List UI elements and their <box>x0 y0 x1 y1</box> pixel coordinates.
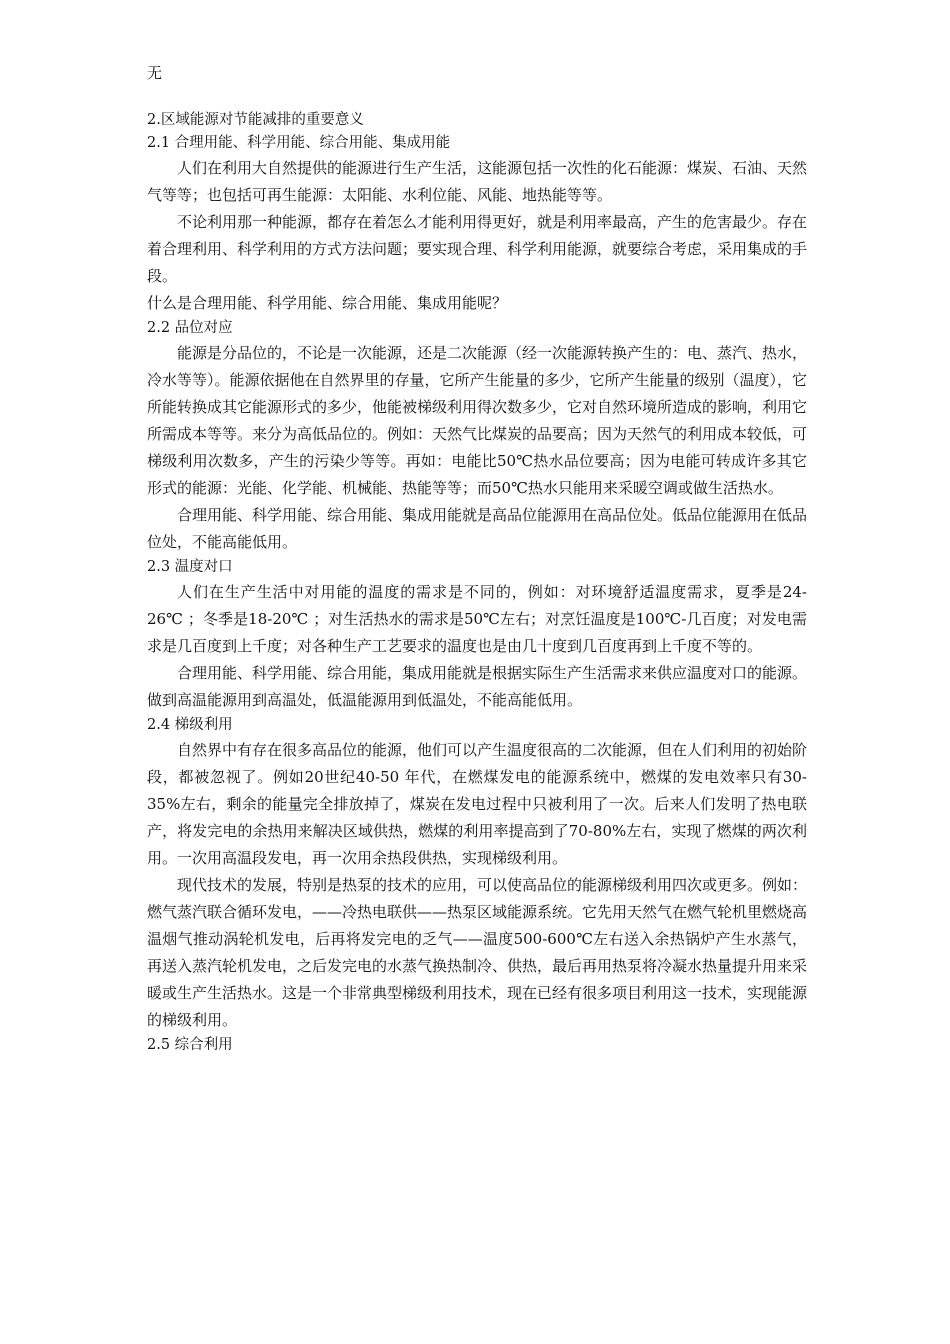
section-2-1-title: 2.1 合理用能、科学用能、综合用能、集成用能 <box>147 135 451 151</box>
section-2-3-title: 2.3 温度对口 <box>147 559 233 575</box>
section-2-1-paragraph-2: 不论利用那一种能源，都存在着怎么才能利用得更好，就是利用率最高，产生的危害最少。存在着合理利用、科学利用的方式方法问题；要实现合理、科学利用能源，就要综合考虑，采用集成的手段。 <box>147 213 808 285</box>
section-2-2-paragraph-2: 合理用能、科学用能、综合用能、集成用能就是高品位能源用在高品位处。低品位能源用在低品位处，不能高能低用。 <box>147 506 808 551</box>
section-2-4-paragraph-1: 自然界中有存在很多高品位的能源，他们可以产生温度很高的二次能源，但在人们利用的初始阶段，都被忽视了。例如20世纪40-50 年代，在燃煤发电的能源系统中，燃煤的发电效率只有30-35%左右，剩余的能量完全排放掉了，煤炭在发电过程中只被利用了一次。后来人们发明了热电联产，将发完电的余热用来解决区域供热，燃煤的利用率提高到了70-80%左右，实现了燃煤的两次利用。一次用高温段发电，再一次用余热段供热，实现梯级利用。 <box>147 741 808 867</box>
section-2-2-title: 2.2 品位对应 <box>147 320 233 336</box>
section-2-3-paragraph-1: 人们在生产生活中对用能的温度的需求是不同的，例如：对环境舒适温度需求，夏季是24-26℃ ；冬季是18-20℃ ；对生活热水的需求是50℃左右；对烹饪温度是100℃-几百度；对发电需求是几百度到上千度；对各种生产工艺要求的温度也是由几十度到几百度再到上千度不等的。 <box>147 583 807 655</box>
section-2-title: 2.区域能源对节能减排的重要意义 <box>147 112 364 128</box>
section-2-1-question: 什么是合理用能、科学用能、综合用能、集成用能呢？ <box>147 294 508 312</box>
section-2-4-title: 2.4 梯级利用 <box>147 717 233 733</box>
section-2-4-paragraph-2: 现代技术的发展，特别是热泵的技术的应用，可以使高品位的能源梯级利用四次或更多。例如：燃气蒸汽联合循环发电，——冷热电联供——热泵区域能源系统。它先用天然气在燃气轮机里燃烧高温烟气推动涡轮机发电，后再将发完电的乏气——温度500-600℃左右送入余热锅炉产生水蒸气，再送入蒸汽轮机发电，之后发完电的水蒸气换热制冷、供热，最后再用热泵将冷凝水热量提升用来采暖或生产生活热水。这是一个非常典型梯级利用技术，现在已经有很多项目利用这一技术，实现能源的梯级利用。 <box>147 876 808 1029</box>
section-2-3-paragraph-2: 合理用能、科学用能、综合用能，集成用能就是根据实际生产生活需求来供应温度对口的能源。做到高温能源用到高温处，低温能源用到低温处，不能高能低用。 <box>147 664 808 709</box>
page-header-text: 无 <box>147 64 163 82</box>
section-2-2-paragraph-1: 能源是分品位的，不论是一次能源，还是二次能源（经一次能源转换产生的：电、蒸汽、热水，冷水等等）。能源依据他在自然界里的存量，它所产生能量的多少，它所产生能量的级别（温度），它所能转换成其它能源形式的多少，他能被梯级利用得次数多少，它对自然环境所造成的影响，利用它所需成本等等。来分为高低品位的。例如：天然气比煤炭的品要高；因为天然气的利用成本较低，可梯级利用次数多，产生的污染少等等。再如：电能比50℃热水品位要高；因为电能可转成许多其它形式的能源：光能、化学能、机械能、热能等等；而50℃热水只能用来采暖空调或做生活热水。 <box>147 344 808 497</box>
document-page <box>147 62 807 1057</box>
section-2-5-title: 2.5 综合利用 <box>147 1037 233 1053</box>
section-2-1-paragraph-1: 人们在利用大自然提供的能源进行生产生活，这能源包括一次性的化石能源：煤炭、石油、天然气等等；也包括可再生能源：太阳能、水利位能、风能、地热能等等。 <box>147 159 808 204</box>
